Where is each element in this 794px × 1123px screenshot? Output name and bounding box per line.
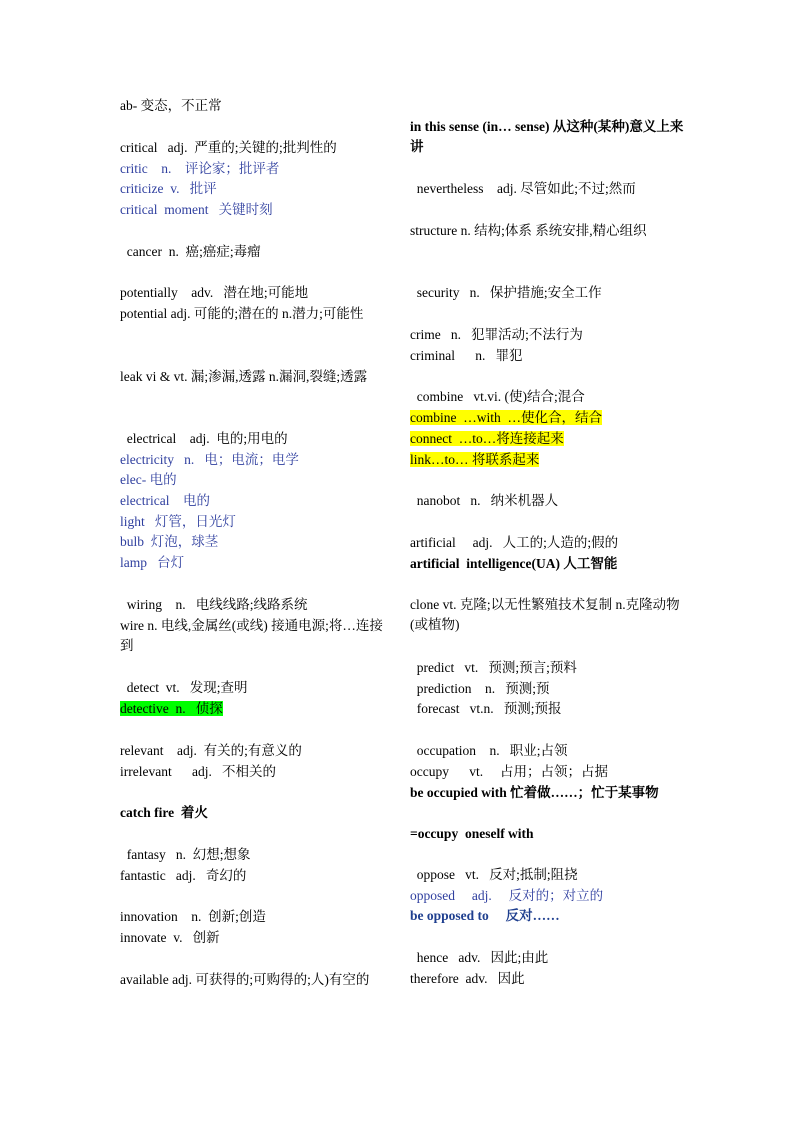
entry-criticize: criticize v. 批评 — [120, 181, 217, 196]
entry-security: security n. 保护措施;安全工作 — [410, 285, 602, 300]
entry-structure: structure n. 结构;体系 系统安排,精心组织 — [410, 223, 647, 238]
entry-clone: clone vt. 克隆;以无性繁殖技术复制 n.克隆动物(或植物) — [410, 597, 680, 632]
entry-irrelevant: irrelevant adj. 不相关的 — [120, 764, 276, 779]
entry-wire: wire n. 电线,金属丝(或线) 接通电源;将…连接到 — [120, 618, 383, 653]
entry-combine-with — [410, 408, 686, 428]
entry-crime: crime n. 犯罪活动;不法行为 — [410, 327, 583, 342]
entry-innovation: innovation n. 创新;创造 — [120, 909, 266, 924]
entry-combine: combine vt.vi. (使)结合;混合 — [410, 389, 585, 404]
highlight-yellow: combine …with …使化合，结合 — [410, 410, 602, 425]
entry-ab: ab- 变态，不正常 — [120, 98, 222, 113]
entry-potential: potential adj. 可能的;潜在的 n.潜力;可能性 — [120, 306, 364, 321]
entry-critical-moment: critical moment 关键时刻 — [120, 202, 273, 217]
entry-occupy: occupy vt. 占用；占领；占据 — [410, 764, 608, 779]
entry-relevant: relevant adj. 有关的;有意义的 — [120, 743, 302, 758]
entry-innovate: innovate v. 创新 — [120, 930, 220, 945]
entry-critical: critical adj. 严重的;关键的;批判性的 — [120, 140, 337, 155]
entry-wiring: wiring n. 电线线路;线路系统 — [120, 597, 308, 612]
entry-predict: predict vt. 预测;预言;预料 — [410, 660, 577, 675]
entry-bulb: bulb 灯泡，球茎 — [120, 534, 219, 549]
entry-electrical: electrical adj. 电的;用电的 — [120, 431, 288, 446]
entry-nanobot: nanobot n. 纳米机器人 — [410, 493, 559, 508]
entry-nevertheless: nevertheless adj. 尽管如此;不过;然而 — [410, 181, 636, 196]
entry-cancer: cancer n. 癌;癌症;毒瘤 — [120, 244, 261, 259]
entry-therefore: therefore adv. 因此 — [410, 971, 525, 986]
entry-elec: elec- 电的 — [120, 472, 177, 487]
entry-prediction: prediction n. 预测;预 — [410, 681, 550, 696]
entry-in-this-sense: in this sense (in… sense) 从这种(某种)意义上来讲 — [410, 119, 684, 154]
entry-opposed: opposed adj. 反对的；对立的 — [410, 888, 604, 903]
entry-oppose: oppose vt. 反对;抵制;阻挠 — [410, 867, 578, 882]
entry-link-to — [410, 450, 686, 470]
entry-potentially: potentially adv. 潜在地;可能地 — [120, 285, 309, 300]
entry-be-opposed-to: be opposed to 反对…… — [410, 908, 560, 923]
entry-artificial-intelligence: artificial intelligence(UA) 人工智能 — [410, 556, 618, 571]
highlight-yellow: link…to… 将联系起来 — [410, 452, 540, 467]
entry-criminal: criminal n. 罪犯 — [410, 348, 523, 363]
entry-electrical-2: electrical 电的 — [120, 493, 210, 508]
entry-occupy-oneself: =occupy oneself with — [410, 826, 534, 841]
highlight-yellow: connect …to…将连接起来 — [410, 431, 564, 446]
entry-forecast: forecast vt.n. 预测;预报 — [410, 701, 562, 716]
entry-artificial: artificial adj. 人工的;人造的;假的 — [410, 535, 619, 550]
entry-fantasy: fantasy n. 幻想;想象 — [120, 847, 251, 862]
entry-critic: critic n. 评论家；批评者 — [120, 161, 280, 176]
entry-be-occupied-with: be occupied with 忙着做……；忙于某事物 — [410, 785, 659, 800]
entry-detect: detect vt. 发现;查明 — [120, 680, 248, 695]
entry-leak: leak vi & vt. 漏;渗漏,透露 n.漏洞,裂缝;透露 — [120, 369, 368, 384]
entry-electricity: electricity n. 电；电流；电学 — [120, 452, 299, 467]
entry-detective — [120, 699, 388, 719]
entry-hence: hence adv. 因此;由此 — [410, 950, 549, 965]
highlight-green: detective n. 侦探 — [120, 701, 223, 716]
entry-lamp: lamp 台灯 — [120, 555, 185, 570]
entry-occupation: occupation n. 职业;占领 — [410, 743, 568, 758]
entry-fantastic: fantastic adj. 奇幻的 — [120, 868, 247, 883]
entry-available: available adj. 可获得的;可购得的;人)有空的 — [120, 972, 370, 987]
entry-connect-to — [410, 429, 686, 449]
entry-catch-fire: catch fire 着火 — [120, 805, 208, 820]
entry-light: light 灯管，日光灯 — [120, 514, 236, 529]
